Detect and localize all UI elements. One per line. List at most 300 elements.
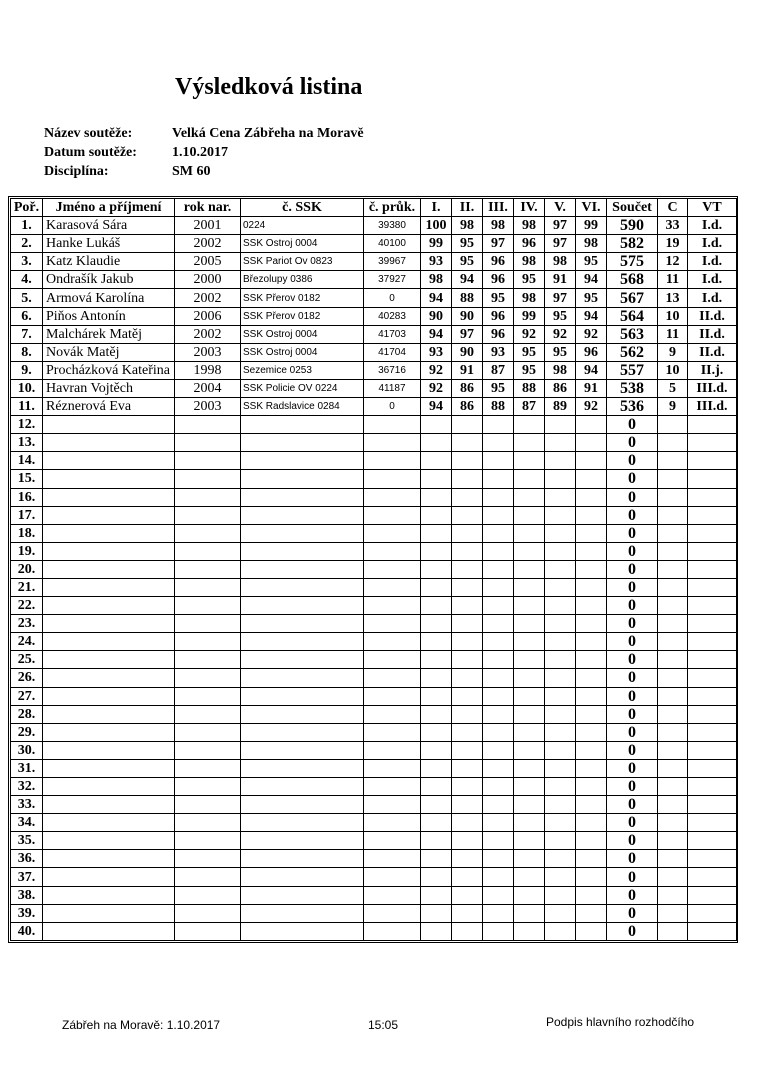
license-cell	[364, 669, 421, 687]
series-6-cell	[576, 651, 607, 669]
club-cell	[241, 832, 364, 850]
series-2-cell	[452, 868, 483, 886]
license-cell	[364, 741, 421, 759]
rank-cell: 14.	[11, 452, 43, 470]
birth-year-cell	[175, 687, 241, 705]
series-5-cell: 91	[545, 271, 576, 289]
license-cell	[364, 633, 421, 651]
series-5-cell	[545, 832, 576, 850]
license-cell: 39967	[364, 253, 421, 271]
name-cell	[43, 615, 175, 633]
tens-cell	[658, 506, 688, 524]
license-cell	[364, 778, 421, 796]
club-cell: SSK Ostroj 0004	[241, 343, 364, 361]
series-5-cell	[545, 506, 576, 524]
series-1-cell	[421, 542, 452, 560]
license-cell	[364, 560, 421, 578]
total-cell: 563	[607, 325, 658, 343]
name-cell: Katz Klaudie	[43, 253, 175, 271]
tens-cell: 19	[658, 235, 688, 253]
total-cell: 0	[607, 832, 658, 850]
rank-cell: 5.	[11, 289, 43, 307]
name-cell	[43, 723, 175, 741]
col-header: VT	[688, 199, 737, 217]
series-1-cell: 90	[421, 307, 452, 325]
class-cell: II.d.	[688, 343, 737, 361]
class-cell: I.d.	[688, 217, 737, 235]
col-header: IV.	[514, 199, 545, 217]
series-4-cell: 95	[514, 271, 545, 289]
meta-value: SM 60	[172, 164, 211, 179]
series-5-cell: 92	[545, 325, 576, 343]
series-6-cell	[576, 868, 607, 886]
license-cell	[364, 759, 421, 777]
series-2-cell	[452, 705, 483, 723]
series-6-cell	[576, 723, 607, 741]
name-cell	[43, 434, 175, 452]
series-6-cell: 95	[576, 253, 607, 271]
table-row	[11, 669, 737, 687]
total-cell: 0	[607, 922, 658, 940]
name-cell	[43, 416, 175, 434]
series-2-cell	[452, 814, 483, 832]
series-5-cell	[545, 633, 576, 651]
table-row	[11, 452, 737, 470]
series-6-cell	[576, 615, 607, 633]
total-cell: 0	[607, 850, 658, 868]
club-cell	[241, 615, 364, 633]
table-body	[11, 217, 737, 941]
series-5-cell	[545, 434, 576, 452]
series-2-cell: 95	[452, 235, 483, 253]
total-cell: 0	[607, 741, 658, 759]
license-cell	[364, 615, 421, 633]
series-2-cell	[452, 416, 483, 434]
col-header: Jméno a příjmení	[43, 199, 175, 217]
class-cell	[688, 524, 737, 542]
series-1-cell	[421, 560, 452, 578]
name-cell	[43, 506, 175, 524]
col-header: C	[658, 199, 688, 217]
series-1-cell: 94	[421, 289, 452, 307]
meta-row-competition	[44, 126, 364, 145]
series-3-cell: 95	[483, 289, 514, 307]
rank-cell: 8.	[11, 343, 43, 361]
series-4-cell	[514, 524, 545, 542]
series-5-cell: 86	[545, 379, 576, 397]
series-4-cell	[514, 452, 545, 470]
class-cell	[688, 434, 737, 452]
table-row	[11, 759, 737, 777]
birth-year-cell	[175, 597, 241, 615]
col-header: VI.	[576, 199, 607, 217]
class-cell	[688, 687, 737, 705]
col-header: č. SSK	[241, 199, 364, 217]
total-cell: 0	[607, 904, 658, 922]
tens-cell	[658, 832, 688, 850]
series-2-cell	[452, 904, 483, 922]
series-2-cell	[452, 597, 483, 615]
table-row	[11, 343, 737, 361]
total-cell: 0	[607, 488, 658, 506]
tens-cell	[658, 796, 688, 814]
club-cell	[241, 542, 364, 560]
rank-cell: 29.	[11, 723, 43, 741]
total-cell: 0	[607, 705, 658, 723]
rank-cell: 3.	[11, 253, 43, 271]
page-title: Výsledková listina	[175, 74, 363, 100]
license-cell: 41703	[364, 325, 421, 343]
total-cell: 590	[607, 217, 658, 235]
name-cell	[43, 470, 175, 488]
series-5-cell	[545, 868, 576, 886]
birth-year-cell	[175, 615, 241, 633]
series-5-cell: 97	[545, 289, 576, 307]
table-row	[11, 597, 737, 615]
name-cell: Ondrašík Jakub	[43, 271, 175, 289]
series-2-cell	[452, 796, 483, 814]
series-1-cell	[421, 796, 452, 814]
tens-cell: 33	[658, 217, 688, 235]
series-2-cell	[452, 778, 483, 796]
series-1-cell	[421, 868, 452, 886]
series-2-cell	[452, 506, 483, 524]
birth-year-cell	[175, 832, 241, 850]
table-row	[11, 271, 737, 289]
tens-cell	[658, 669, 688, 687]
name-cell	[43, 778, 175, 796]
birth-year-cell: 2003	[175, 343, 241, 361]
name-cell: Havran Vojtěch	[43, 379, 175, 397]
birth-year-cell	[175, 578, 241, 596]
series-6-cell: 94	[576, 307, 607, 325]
class-cell	[688, 633, 737, 651]
series-3-cell	[483, 651, 514, 669]
name-cell: Réznerová Eva	[43, 398, 175, 416]
name-cell	[43, 796, 175, 814]
birth-year-cell	[175, 705, 241, 723]
name-cell: Novák Matěj	[43, 343, 175, 361]
series-1-cell	[421, 687, 452, 705]
license-cell	[364, 506, 421, 524]
series-6-cell	[576, 470, 607, 488]
series-2-cell	[452, 633, 483, 651]
total-cell: 0	[607, 452, 658, 470]
license-cell: 40100	[364, 235, 421, 253]
series-4-cell: 95	[514, 361, 545, 379]
class-cell	[688, 886, 737, 904]
club-cell: 0224	[241, 217, 364, 235]
class-cell: I.d.	[688, 235, 737, 253]
meta-value: 1.10.2017	[172, 145, 228, 160]
birth-year-cell: 2006	[175, 307, 241, 325]
series-1-cell	[421, 832, 452, 850]
total-cell: 0	[607, 759, 658, 777]
series-3-cell	[483, 922, 514, 940]
series-1-cell: 93	[421, 343, 452, 361]
series-5-cell: 89	[545, 398, 576, 416]
name-cell	[43, 705, 175, 723]
table-row	[11, 488, 737, 506]
license-cell	[364, 416, 421, 434]
col-header: č. průk.	[364, 199, 421, 217]
total-cell: 0	[607, 669, 658, 687]
series-2-cell	[452, 723, 483, 741]
series-1-cell	[421, 778, 452, 796]
series-2-cell: 90	[452, 343, 483, 361]
total-cell: 536	[607, 398, 658, 416]
series-3-cell	[483, 506, 514, 524]
name-cell	[43, 633, 175, 651]
header-row	[11, 199, 737, 217]
series-6-cell: 96	[576, 343, 607, 361]
series-5-cell	[545, 778, 576, 796]
tens-cell: 11	[658, 271, 688, 289]
birth-year-cell	[175, 560, 241, 578]
footer-signature: Podpis hlavního rozhodčího	[546, 1015, 695, 1029]
series-2-cell	[452, 434, 483, 452]
name-cell: Hanke Lukáš	[43, 235, 175, 253]
tens-cell	[658, 597, 688, 615]
series-3-cell: 98	[483, 217, 514, 235]
tens-cell	[658, 904, 688, 922]
license-cell	[364, 434, 421, 452]
series-6-cell	[576, 796, 607, 814]
total-cell: 582	[607, 235, 658, 253]
license-cell: 41187	[364, 379, 421, 397]
table-row	[11, 235, 737, 253]
total-cell: 0	[607, 524, 658, 542]
class-cell	[688, 741, 737, 759]
name-cell	[43, 687, 175, 705]
series-2-cell	[452, 615, 483, 633]
competition-info	[44, 126, 364, 183]
table-row	[11, 615, 737, 633]
total-cell: 557	[607, 361, 658, 379]
series-5-cell	[545, 904, 576, 922]
license-cell	[364, 705, 421, 723]
table-row	[11, 361, 737, 379]
series-2-cell	[452, 832, 483, 850]
rank-cell: 28.	[11, 705, 43, 723]
tens-cell: 13	[658, 289, 688, 307]
rank-cell: 39.	[11, 904, 43, 922]
birth-year-cell: 2002	[175, 289, 241, 307]
series-3-cell	[483, 578, 514, 596]
series-1-cell: 92	[421, 361, 452, 379]
series-4-cell	[514, 560, 545, 578]
birth-year-cell	[175, 778, 241, 796]
club-cell	[241, 452, 364, 470]
series-4-cell	[514, 578, 545, 596]
series-6-cell: 95	[576, 289, 607, 307]
series-2-cell: 97	[452, 325, 483, 343]
class-cell	[688, 470, 737, 488]
table-row	[11, 796, 737, 814]
rank-cell: 22.	[11, 597, 43, 615]
club-cell: Sezemice 0253	[241, 361, 364, 379]
series-3-cell	[483, 542, 514, 560]
series-1-cell	[421, 524, 452, 542]
series-3-cell: 96	[483, 307, 514, 325]
table-row	[11, 542, 737, 560]
birth-year-cell	[175, 524, 241, 542]
total-cell: 0	[607, 778, 658, 796]
class-cell	[688, 578, 737, 596]
club-cell	[241, 922, 364, 940]
birth-year-cell: 2002	[175, 325, 241, 343]
col-header: rok nar.	[175, 199, 241, 217]
license-cell	[364, 488, 421, 506]
series-5-cell	[545, 597, 576, 615]
series-3-cell: 96	[483, 271, 514, 289]
series-6-cell	[576, 452, 607, 470]
series-6-cell	[576, 705, 607, 723]
license-cell	[364, 687, 421, 705]
series-5-cell: 98	[545, 361, 576, 379]
series-6-cell	[576, 922, 607, 940]
series-6-cell	[576, 904, 607, 922]
series-4-cell	[514, 597, 545, 615]
class-cell	[688, 506, 737, 524]
series-1-cell: 100	[421, 217, 452, 235]
results-table	[10, 198, 737, 941]
tens-cell: 5	[658, 379, 688, 397]
series-2-cell: 86	[452, 379, 483, 397]
tens-cell	[658, 759, 688, 777]
club-cell	[241, 778, 364, 796]
series-6-cell	[576, 578, 607, 596]
table-row	[11, 434, 737, 452]
birth-year-cell	[175, 470, 241, 488]
license-cell: 0	[364, 398, 421, 416]
series-1-cell	[421, 434, 452, 452]
total-cell: 0	[607, 560, 658, 578]
rank-cell: 2.	[11, 235, 43, 253]
name-cell	[43, 560, 175, 578]
birth-year-cell	[175, 741, 241, 759]
series-1-cell: 93	[421, 253, 452, 271]
meta-label: Datum soutěže:	[44, 145, 137, 160]
birth-year-cell: 2005	[175, 253, 241, 271]
name-cell: Armová Karolína	[43, 289, 175, 307]
series-3-cell	[483, 778, 514, 796]
series-1-cell: 99	[421, 235, 452, 253]
col-header: II.	[452, 199, 483, 217]
license-cell	[364, 886, 421, 904]
tens-cell	[658, 416, 688, 434]
license-cell	[364, 452, 421, 470]
class-cell	[688, 560, 737, 578]
license-cell: 36716	[364, 361, 421, 379]
tens-cell	[658, 434, 688, 452]
series-6-cell: 94	[576, 271, 607, 289]
total-cell: 0	[607, 506, 658, 524]
series-1-cell	[421, 850, 452, 868]
series-5-cell: 95	[545, 343, 576, 361]
series-5-cell	[545, 741, 576, 759]
total-cell: 0	[607, 615, 658, 633]
tens-cell: 12	[658, 253, 688, 271]
rank-cell: 1.	[11, 217, 43, 235]
license-cell	[364, 868, 421, 886]
series-1-cell: 94	[421, 325, 452, 343]
club-cell	[241, 669, 364, 687]
tens-cell: 11	[658, 325, 688, 343]
rank-cell: 15.	[11, 470, 43, 488]
series-3-cell	[483, 560, 514, 578]
license-cell	[364, 651, 421, 669]
series-4-cell: 96	[514, 235, 545, 253]
total-cell: 575	[607, 253, 658, 271]
table-row	[11, 904, 737, 922]
table-row	[11, 578, 737, 596]
class-cell: III.d.	[688, 379, 737, 397]
class-cell	[688, 651, 737, 669]
rank-cell: 6.	[11, 307, 43, 325]
club-cell	[241, 868, 364, 886]
license-cell	[364, 597, 421, 615]
total-cell: 0	[607, 434, 658, 452]
series-4-cell	[514, 416, 545, 434]
birth-year-cell: 2000	[175, 271, 241, 289]
total-cell: 0	[607, 416, 658, 434]
class-cell	[688, 814, 737, 832]
series-4-cell: 98	[514, 217, 545, 235]
birth-year-cell: 1998	[175, 361, 241, 379]
series-3-cell	[483, 850, 514, 868]
birth-year-cell	[175, 542, 241, 560]
table-row	[11, 633, 737, 651]
class-cell	[688, 416, 737, 434]
series-6-cell	[576, 687, 607, 705]
series-2-cell	[452, 452, 483, 470]
tens-cell	[658, 578, 688, 596]
birth-year-cell	[175, 922, 241, 940]
club-cell: Březolupy 0386	[241, 271, 364, 289]
class-cell: II.d.	[688, 325, 737, 343]
total-cell: 0	[607, 814, 658, 832]
series-3-cell	[483, 868, 514, 886]
club-cell	[241, 741, 364, 759]
series-6-cell: 91	[576, 379, 607, 397]
series-3-cell	[483, 886, 514, 904]
series-5-cell	[545, 759, 576, 777]
series-1-cell	[421, 633, 452, 651]
total-cell: 0	[607, 470, 658, 488]
birth-year-cell: 2001	[175, 217, 241, 235]
series-4-cell	[514, 922, 545, 940]
series-3-cell	[483, 723, 514, 741]
series-1-cell	[421, 578, 452, 596]
license-cell: 39380	[364, 217, 421, 235]
club-cell: SSK Přerov 0182	[241, 289, 364, 307]
series-3-cell	[483, 687, 514, 705]
meta-label: Disciplína:	[44, 164, 109, 179]
series-3-cell	[483, 741, 514, 759]
series-3-cell: 96	[483, 325, 514, 343]
rank-cell: 32.	[11, 778, 43, 796]
license-cell: 0	[364, 289, 421, 307]
total-cell: 0	[607, 633, 658, 651]
total-cell: 538	[607, 379, 658, 397]
rank-cell: 19.	[11, 542, 43, 560]
series-5-cell	[545, 560, 576, 578]
class-cell: III.d.	[688, 398, 737, 416]
meta-row-date	[44, 145, 364, 164]
rank-cell: 12.	[11, 416, 43, 434]
club-cell	[241, 560, 364, 578]
